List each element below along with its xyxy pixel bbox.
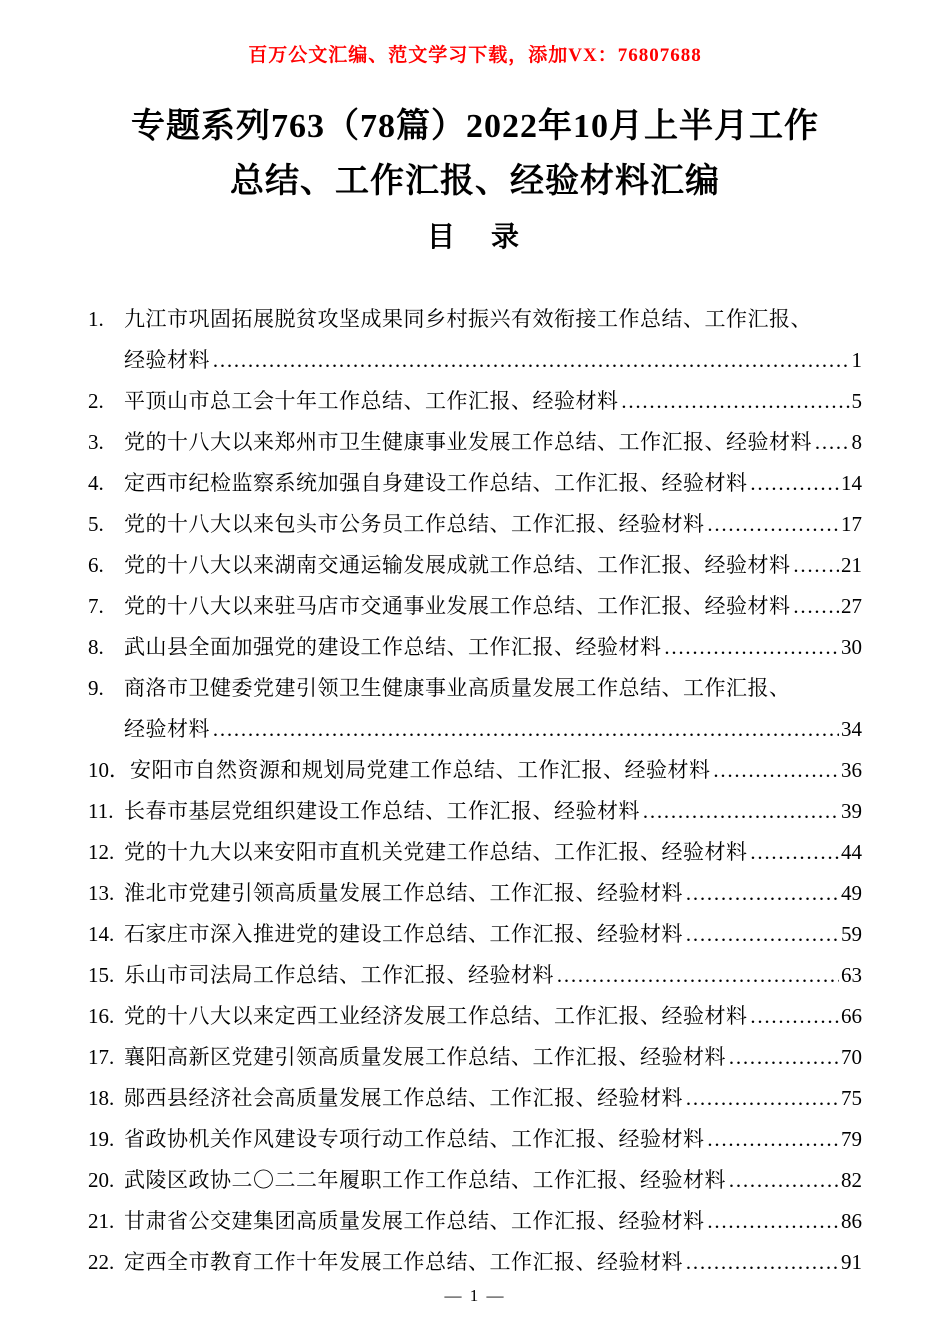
- entry-page-number: 36: [841, 758, 862, 783]
- entry-number: 20.: [88, 1168, 115, 1193]
- toc-entry-line: [88, 1242, 862, 1283]
- entry-text: 党的十八大以来定西工业经济发展工作总结、工作汇报、经验材料: [124, 1004, 748, 1029]
- dot-leader: [750, 996, 840, 1037]
- notice-banner: 百万公文汇编、范文学习下载，添加VX：76807688: [248, 45, 702, 66]
- entry-text: 党的十八大以来驻马店市交通事业发展工作总结、工作汇报、经验材料: [124, 594, 791, 619]
- entry-page-number: 39: [841, 799, 862, 824]
- dot-leader: [707, 1201, 840, 1242]
- entry-text: 党的十八大以来湖南交通运输发展成就工作总结、工作汇报、经验材料: [124, 553, 791, 578]
- entry-number: 5.: [88, 512, 104, 537]
- entry-page-number: 1: [851, 348, 862, 373]
- dot-leader: [713, 750, 840, 791]
- toc-entry-line: [88, 873, 862, 914]
- dot-leader: [728, 1160, 839, 1201]
- document-title-line2: 总结、工作汇报、经验材料汇编: [230, 163, 720, 201]
- entry-number: 18.: [88, 1086, 115, 1111]
- entry-page-number: 5: [851, 389, 862, 414]
- entry-text: 石家庄市深入推进党的建设工作总结、工作汇报、经验材料: [124, 922, 683, 947]
- entry-page-number: 44: [841, 840, 862, 865]
- entry-text: 省政协机关作风建设专项行动工作总结、工作汇报、经验材料: [124, 1127, 705, 1152]
- footer-page-number: — 1 —: [444, 1286, 506, 1305]
- dot-leader: [642, 791, 839, 832]
- entry-number: 1.: [88, 307, 104, 332]
- entry-page-number: 63: [841, 963, 862, 988]
- dot-leader: [750, 832, 840, 873]
- entry-number: 3.: [88, 430, 104, 455]
- dot-leader: [685, 873, 839, 914]
- entry-page-number: 91: [841, 1250, 862, 1275]
- dot-leader: [707, 1119, 840, 1160]
- toc-entry-line: [88, 955, 862, 996]
- entry-text: 乐山市司法局工作总结、工作汇报、经验材料: [124, 963, 554, 988]
- toc-entry-line: [88, 340, 862, 381]
- entry-text: 武陵区政协二〇二二年履职工作工作总结、工作汇报、经验材料: [124, 1168, 726, 1193]
- entry-number: 6.: [88, 553, 104, 578]
- entry-number: 9.: [88, 676, 104, 701]
- toc-entry-line: [88, 791, 862, 832]
- toc-entry-line: [88, 463, 862, 504]
- entry-page-number: 75: [841, 1086, 862, 1111]
- entry-number: 2.: [88, 389, 104, 414]
- entry-page-number: 86: [841, 1209, 862, 1234]
- dot-leader: [750, 463, 840, 504]
- entry-number: 7.: [88, 594, 104, 619]
- toc-entry-line: [88, 381, 862, 422]
- entry-number: 14.: [88, 922, 115, 947]
- entry-number: 22.: [88, 1250, 115, 1275]
- toc-entry-line: [88, 668, 862, 709]
- toc-entry-line: [88, 832, 862, 873]
- entry-text: 襄阳高新区党建引领高质量发展工作总结、工作汇报、经验材料: [124, 1045, 726, 1070]
- entry-text: 九江市巩固拓展脱贫攻坚成果同乡村振兴有效衔接工作总结、工作汇报、: [124, 307, 812, 332]
- toc-entry-line: [88, 709, 862, 750]
- entry-text: 定西全市教育工作十年发展工作总结、工作汇报、经验材料: [124, 1250, 683, 1275]
- toc-entry-line: [88, 627, 862, 668]
- entry-page-number: 14: [841, 471, 862, 496]
- entry-number: 12.: [88, 840, 115, 865]
- toc-list: [88, 299, 862, 1283]
- toc-entry-line: [88, 545, 862, 586]
- entry-text: 经验材料: [124, 717, 210, 742]
- entry-number: 11.: [88, 799, 114, 824]
- document-title-line1: 专题系列763（78篇）2022年10月上半月工作: [131, 108, 819, 145]
- entry-page-number: 59: [841, 922, 862, 947]
- entry-text: 长春市基层党组织建设工作总结、工作汇报、经验材料: [124, 799, 640, 824]
- dot-leader: [685, 914, 839, 955]
- entry-page-number: 66: [841, 1004, 862, 1029]
- entry-page-number: 79: [841, 1127, 862, 1152]
- entry-number: 17.: [88, 1045, 115, 1070]
- document-title: [88, 99, 862, 209]
- entry-text: 党的十八大以来郑州市卫生健康事业发展工作总结、工作汇报、经验材料: [124, 430, 812, 455]
- entry-page-number: 17: [841, 512, 862, 537]
- toc-entry-line: [88, 996, 862, 1037]
- entry-page-number: 8: [851, 430, 862, 455]
- dot-leader: [793, 545, 840, 586]
- dot-leader: [728, 1037, 839, 1078]
- toc-entry-line: [88, 1119, 862, 1160]
- toc-entry-line: [88, 1078, 862, 1119]
- entry-page-number: 27: [841, 594, 862, 619]
- entry-text: 淮北市党建引领高质量发展工作总结、工作汇报、经验材料: [124, 881, 683, 906]
- dot-leader: [212, 709, 839, 750]
- entry-page-number: 30: [841, 635, 862, 660]
- dot-leader: [664, 627, 840, 668]
- entry-page-number: 70: [841, 1045, 862, 1070]
- toc-entry-line: [88, 914, 862, 955]
- dot-leader: [793, 586, 840, 627]
- toc-entry-line: [88, 504, 862, 545]
- entry-page-number: 21: [841, 553, 862, 578]
- toc-heading: 目 录: [426, 222, 523, 254]
- entry-number: 15.: [88, 963, 115, 988]
- toc-entry-line: [88, 1037, 862, 1078]
- entry-text: 平顶山市总工会十年工作总结、工作汇报、经验材料: [124, 389, 619, 414]
- toc-entry-line: [88, 586, 862, 627]
- entry-number: 16.: [88, 1004, 115, 1029]
- dot-leader: [685, 1242, 839, 1283]
- entry-text: 甘肃省公交建集团高质量发展工作总结、工作汇报、经验材料: [124, 1209, 705, 1234]
- entry-text: 安阳市自然资源和规划局党建工作总结、工作汇报、经验材料: [130, 758, 711, 783]
- entry-number: 13.: [88, 881, 115, 906]
- toc-entry-line: [88, 1160, 862, 1201]
- entry-text: 党的十八大以来包头市公务员工作总结、工作汇报、经验材料: [124, 512, 705, 537]
- dot-leader: [556, 955, 839, 996]
- dot-leader: [621, 381, 850, 422]
- toc-entry-line: [88, 422, 862, 463]
- toc-entry-line: [88, 750, 862, 791]
- entry-number: 8.: [88, 635, 104, 660]
- toc-entry-line: [88, 299, 862, 340]
- entry-text: 商洛市卫健委党建引领卫生健康事业高质量发展工作总结、工作汇报、: [124, 676, 791, 701]
- entry-number: 21.: [88, 1209, 115, 1234]
- entry-page-number: 82: [841, 1168, 862, 1193]
- entry-number: 4.: [88, 471, 104, 496]
- entry-page-number: 49: [841, 881, 862, 906]
- dot-leader: [707, 504, 840, 545]
- entry-page-number: 34: [841, 717, 862, 742]
- toc-entry-line: [88, 1201, 862, 1242]
- dot-leader: [685, 1078, 839, 1119]
- dot-leader: [814, 422, 850, 463]
- entry-number: 19.: [88, 1127, 115, 1152]
- entry-text: 党的十九大以来安阳市直机关党建工作总结、工作汇报、经验材料: [124, 840, 748, 865]
- dot-leader: [212, 340, 850, 381]
- entry-number: 10．: [88, 758, 130, 783]
- entry-text: 武山县全面加强党的建设工作总结、工作汇报、经验材料: [124, 635, 662, 660]
- entry-text: 经验材料: [124, 348, 210, 373]
- entry-text: 郧西县经济社会高质量发展工作总结、工作汇报、经验材料: [124, 1086, 683, 1111]
- entry-text: 定西市纪检监察系统加强自身建设工作总结、工作汇报、经验材料: [124, 471, 748, 496]
